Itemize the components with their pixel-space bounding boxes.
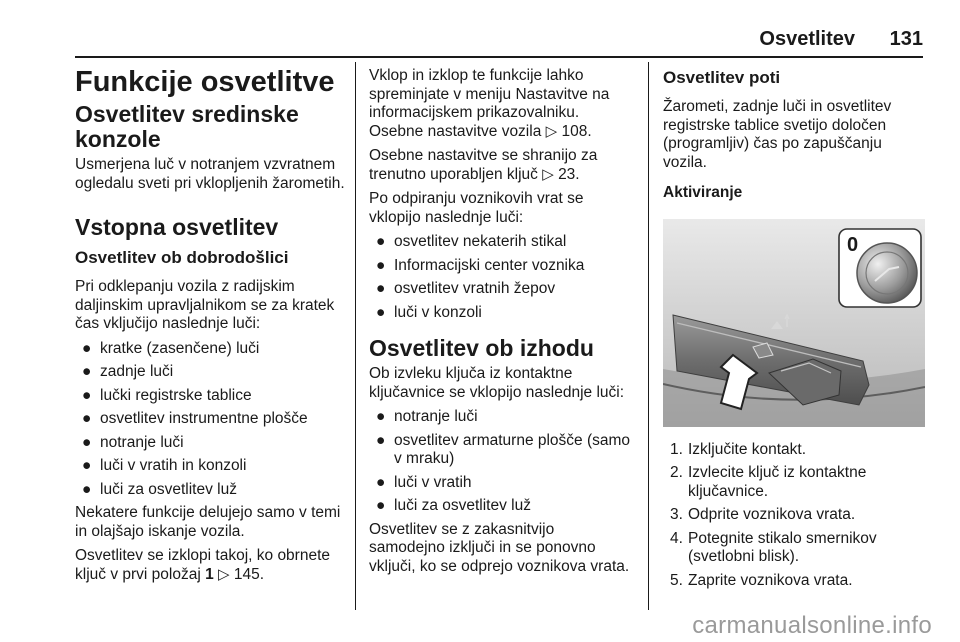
list-item: 3. Odprite voznikova vrata.: [670, 506, 856, 523]
welcome-light-text: Pri odklepanju vozila z radijskim daljinskim upravljalnikom se za kratek čas vključijo naslednje luči:: [75, 278, 335, 332]
welcome-light-list: [75, 340, 347, 500]
bullet-icon: ●: [376, 473, 386, 491]
list-item: ● Informacijski center voznika: [376, 256, 585, 274]
bullet-icon: ●: [376, 303, 386, 321]
list-item: ● osvetlitev armaturne plošče (samo v mraku): [376, 431, 631, 467]
triangle-right-icon: ▷: [218, 565, 230, 583]
turn-signal-stalk-figure: [663, 219, 925, 427]
bullet-icon: ●: [376, 280, 386, 297]
list-item: ● luči za osvetlitev luž: [376, 497, 531, 514]
welcome-light-heading: Osvetlitev ob dobrodošlici: [75, 248, 289, 267]
bullet-icon: ●: [82, 386, 92, 404]
list-item: ● luči v konzoli: [376, 303, 482, 321]
path-light-text: Žarometi, zadnje luči in osvetlitev registrske tablice svetijo določen (programljiv) čas po zapuščanju vozila.: [663, 98, 892, 171]
bullet-icon: ●: [82, 480, 92, 498]
chapter-title: Funkcije osvetlitve: [75, 66, 335, 98]
page-number: 131: [889, 28, 923, 50]
bullet-icon: ●: [82, 363, 92, 380]
key-settings-text: Osebne nastavitve se shranijo za trenutno uporabljen ključ ▷ 23.: [369, 147, 598, 183]
console-light-text: Usmerjena luč v notranjem vzvratnem ogledalu sveti pri vklopljenih žarometih.: [75, 156, 345, 192]
list-item: ● osvetlitev nekaterih stikal: [376, 233, 567, 250]
door-open-text: Po odpiranju voznikovih vrat se vklopijo naslednje luči:: [369, 190, 584, 226]
list-item: 1. Izključite kontakt.: [670, 440, 807, 458]
list-item: ● kratke (zasenčene) luči: [82, 339, 260, 357]
column-left: [75, 60, 347, 590]
column-divider: [648, 62, 649, 610]
entry-light-heading: Vstopna osvetlitev: [75, 214, 279, 240]
console-light-heading: Osvetlitev sredinske konzole: [75, 101, 299, 152]
bullet-icon: ●: [376, 497, 386, 514]
page-reference[interactable]: 108.: [561, 122, 592, 140]
step-number: 4.: [670, 529, 683, 547]
list-item: 4. Potegnite stikalo smernikov (svetlobni blisk).: [670, 529, 877, 565]
step-number: 1.: [670, 440, 683, 458]
list-item: 5. Zaprite voznikova vrata.: [670, 571, 853, 589]
column-right: [663, 60, 925, 595]
step-number: 2.: [670, 464, 683, 481]
exit-light-text: Ob izvleku ključa iz kontaktne ključavnice se vklopijo naslednje luči:: [369, 365, 625, 401]
step-number: 3.: [670, 506, 683, 523]
darkness-note: Nekatere funkcije delujejo samo v temi in olajšajo iskanje vozila.: [75, 504, 341, 540]
column-middle: [369, 60, 634, 582]
list-item: ● notranje luči: [376, 408, 478, 425]
door-light-list: [369, 233, 634, 322]
list-item: ● luči za osvetlitev luž: [82, 480, 237, 498]
exit-delay-note: Osvetlitev se z zakasnitvijo samodejno izključi in se ponovno vključi, ko se odprejo voznikova vrata.: [369, 520, 630, 575]
path-light-heading: Osvetlitev poti: [663, 68, 781, 87]
bullet-icon: ●: [376, 256, 386, 274]
page-reference[interactable]: 145.: [233, 565, 265, 583]
list-item: ● luči v vratih in konzoli: [82, 457, 247, 474]
page-header: [0, 0, 960, 60]
list-item: ● zadnje luči: [82, 363, 174, 380]
list-item: 2. Izvlecite ključ iz kontaktne ključavnice.: [670, 464, 867, 500]
triangle-right-icon: ▷: [545, 122, 558, 140]
section-title: Osvetlitev: [759, 28, 855, 50]
triangle-right-icon: ▷: [542, 165, 554, 183]
settings-text: Vklop in izklop te funkcije lahko spreminjate v meniju Nastavitve na informacijskem prikazovalniku. Osebne nastavitve vozila ▷ 108.: [369, 67, 610, 140]
bullet-icon: ●: [82, 433, 92, 451]
activation-steps: [663, 441, 925, 591]
list-item: ● notranje luči: [82, 433, 184, 451]
page-reference[interactable]: 23.: [558, 165, 580, 183]
key-position: 1: [205, 565, 214, 583]
exit-light-list: [369, 408, 634, 516]
list-item: ● osvetlitev instrumentne plošče: [82, 410, 308, 427]
bullet-icon: ●: [82, 410, 92, 427]
bullet-icon: ●: [376, 233, 386, 250]
step-number: 5.: [670, 571, 683, 589]
header-rule: [75, 56, 923, 58]
watermark[interactable]: carmanualsonline.info: [692, 612, 932, 639]
exit-light-heading: Osvetlitev ob izhodu: [369, 335, 594, 361]
bullet-icon: ●: [82, 339, 92, 357]
list-item: ● osvetlitev vratnih žepov: [376, 280, 556, 297]
activation-heading: Aktiviranje: [663, 184, 743, 201]
key-position-label: 0: [847, 233, 859, 256]
list-item: ● lučki registrske tablice: [82, 386, 252, 404]
column-divider: [355, 62, 356, 610]
bullet-icon: ●: [376, 408, 386, 425]
switch-off-note: Osvetlitev se izklopi takoj, ko obrnete ključ v prvi položaj 1 ▷ 145.: [75, 547, 331, 583]
list-item: ● luči v vratih: [376, 473, 472, 491]
bullet-icon: ●: [82, 457, 92, 474]
bullet-icon: ●: [376, 431, 386, 449]
